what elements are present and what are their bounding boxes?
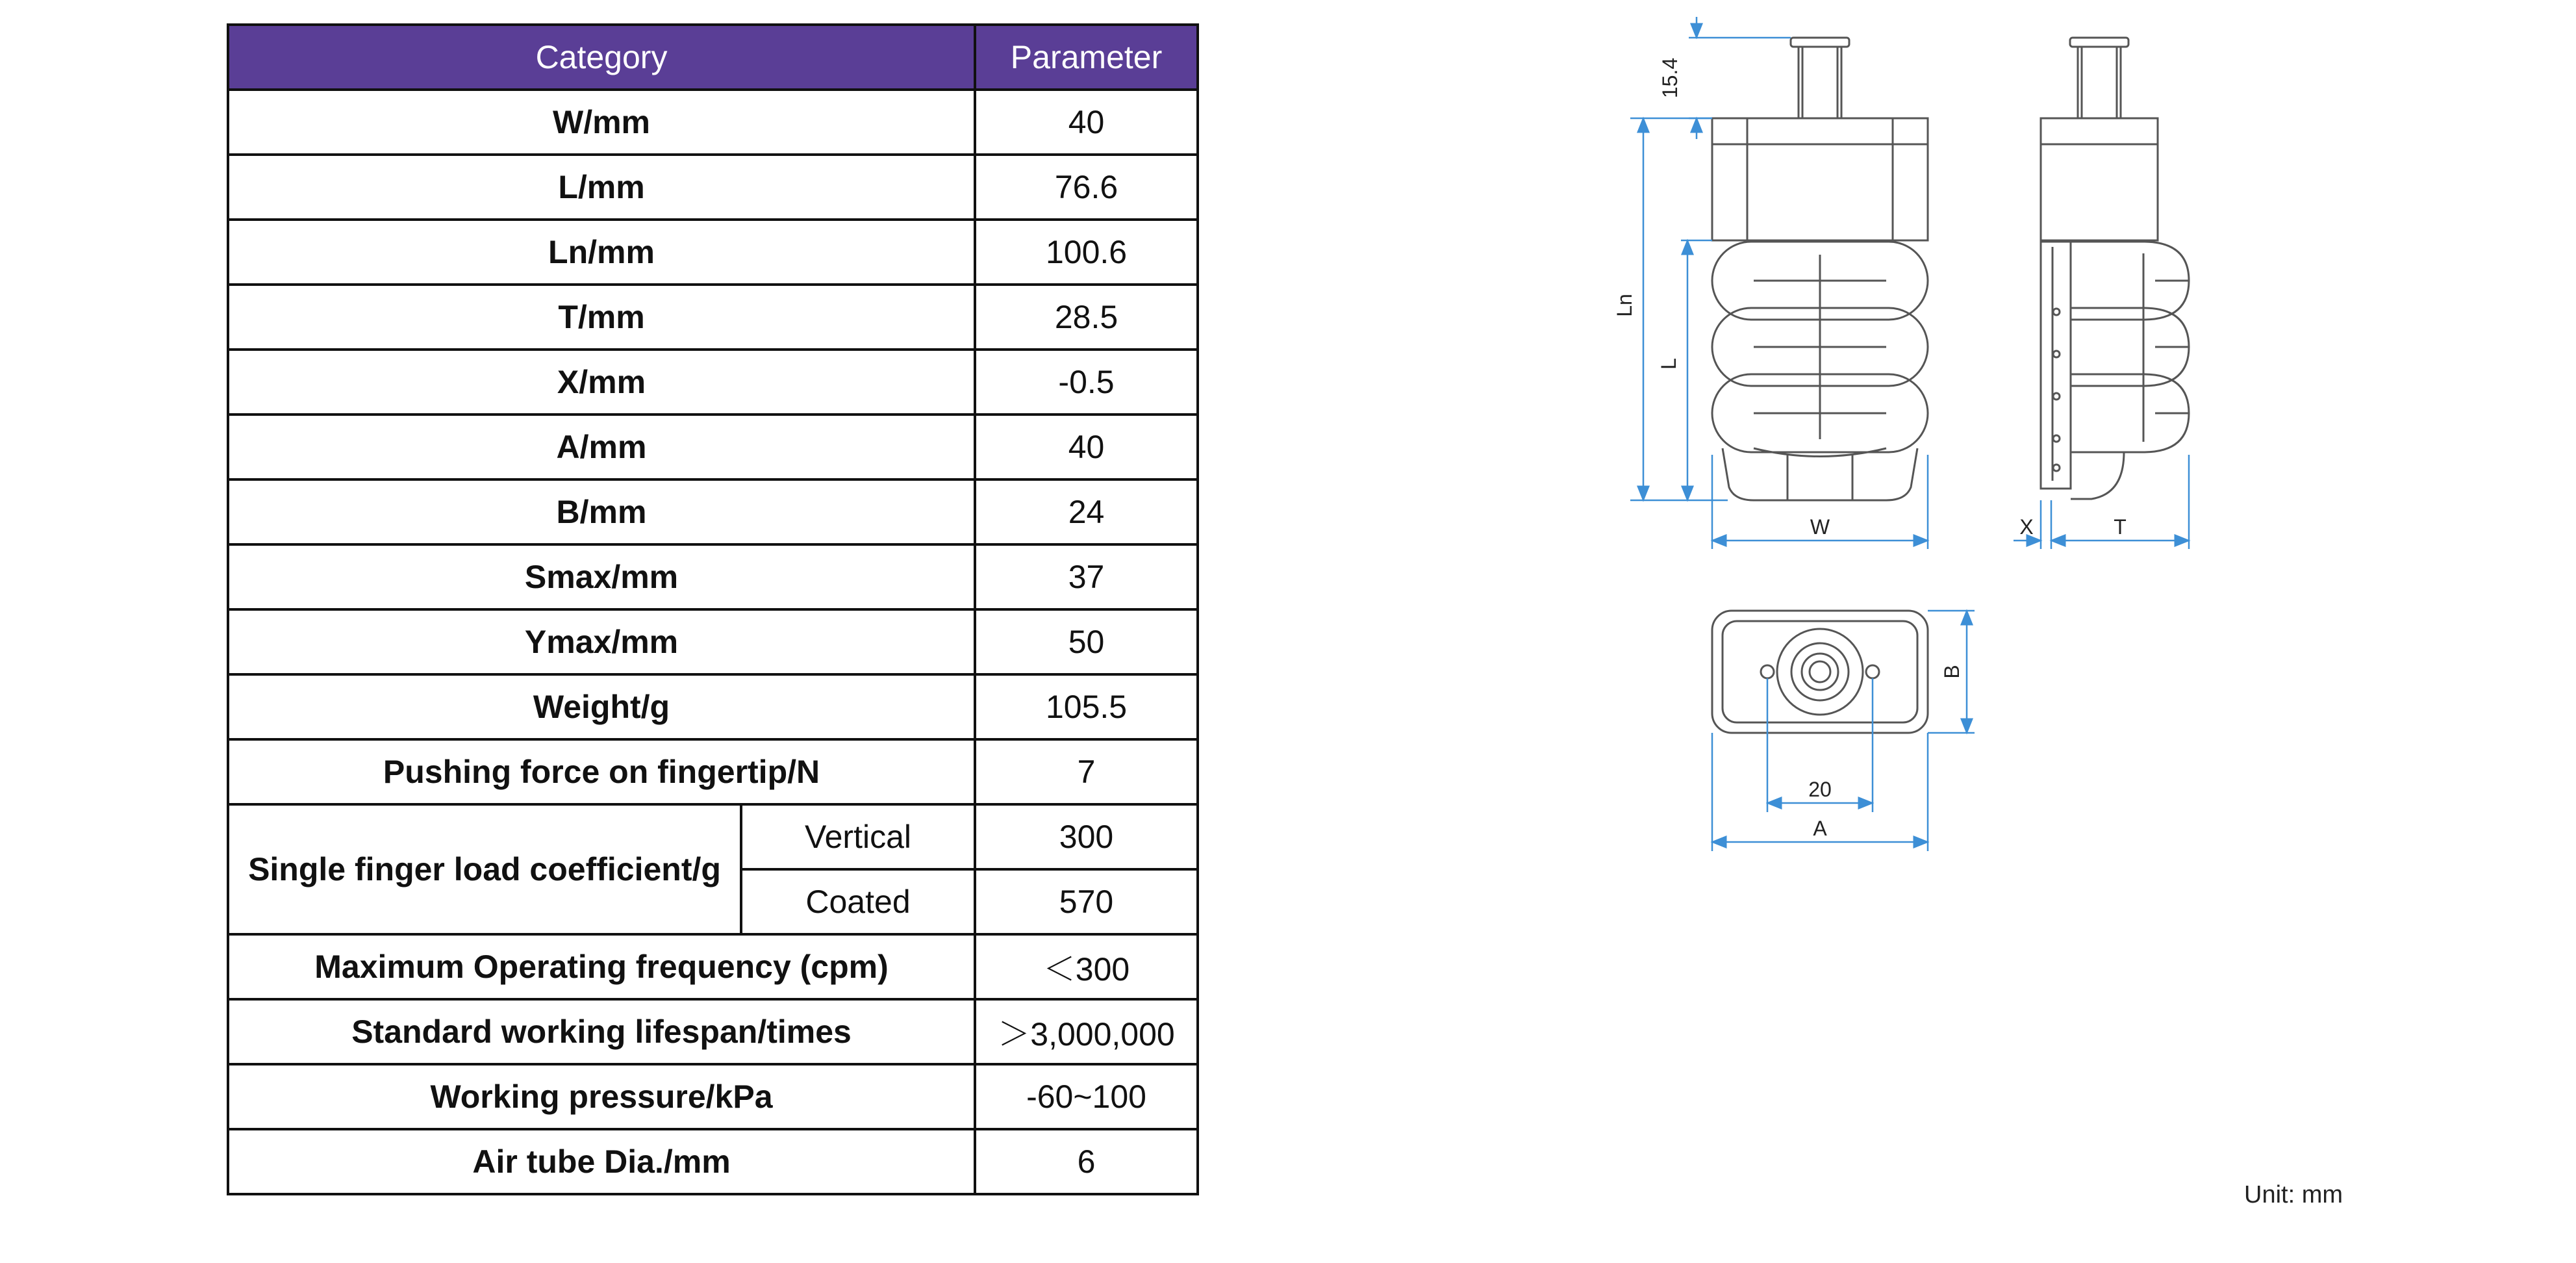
row-label: A/mm: [228, 415, 975, 479]
load-vertical-value: 300: [975, 804, 1198, 869]
load-vertical-label: Vertical: [741, 804, 975, 869]
unit-note: Unit: mm: [2244, 1181, 2343, 1208]
row-value: ＜300: [975, 934, 1198, 999]
row-label: W/mm: [228, 90, 975, 155]
row-label: Standard working lifespan/times: [228, 999, 975, 1064]
dimension-lines: [1630, 17, 2189, 851]
load-coefficient-label: Single finger load coefficient/g: [228, 804, 741, 934]
row-value: 100.6: [975, 220, 1198, 285]
dim-label-b: B: [1940, 665, 1964, 679]
side-view: [2041, 38, 2189, 499]
bottom-view: [1712, 611, 1928, 733]
row-value: 7: [975, 739, 1198, 804]
row-value: 24: [975, 479, 1198, 544]
row-label: Working pressure/kPa: [228, 1064, 975, 1129]
row-label: Ymax/mm: [228, 609, 975, 674]
row-label: Pushing force on fingertip/N: [228, 739, 975, 804]
row-label: Smax/mm: [228, 544, 975, 609]
row-value: 37: [975, 544, 1198, 609]
dim-label-l: L: [1657, 358, 1680, 370]
dim-label-w: W: [1810, 515, 1830, 539]
row-value: 50: [975, 609, 1198, 674]
row-value: ＞3,000,000: [975, 999, 1198, 1064]
dim-label-t: T: [2114, 515, 2127, 539]
row-label: B/mm: [228, 479, 975, 544]
row-label: T/mm: [228, 285, 975, 350]
row-value: -60~100: [975, 1064, 1198, 1129]
row-label: Ln/mm: [228, 220, 975, 285]
front-view: [1712, 38, 1928, 500]
header-parameter: Parameter: [975, 25, 1198, 90]
dim-label-a: A: [1813, 817, 1827, 840]
row-value: -0.5: [975, 350, 1198, 415]
dim-label-x: X: [2019, 515, 2034, 539]
load-coated-label: Coated: [741, 869, 975, 934]
row-value: 40: [975, 90, 1198, 155]
row-value: 6: [975, 1129, 1198, 1194]
row-label: X/mm: [228, 350, 975, 415]
dim-label-ln: Ln: [1613, 294, 1636, 317]
row-value: 105.5: [975, 674, 1198, 739]
row-label: Weight/g: [228, 674, 975, 739]
row-label: L/mm: [228, 155, 975, 220]
row-value: 28.5: [975, 285, 1198, 350]
row-value: 40: [975, 415, 1198, 479]
load-coated-value: 570: [975, 869, 1198, 934]
row-label: Air tube Dia./mm: [228, 1129, 975, 1194]
row-value: 76.6: [975, 155, 1198, 220]
dim-label-20: 20: [1808, 778, 1832, 801]
dim-label-15-4: 15.4: [1658, 57, 1682, 99]
row-label: Maximum Operating frequency (cpm): [228, 934, 975, 999]
header-category: Category: [228, 25, 975, 90]
